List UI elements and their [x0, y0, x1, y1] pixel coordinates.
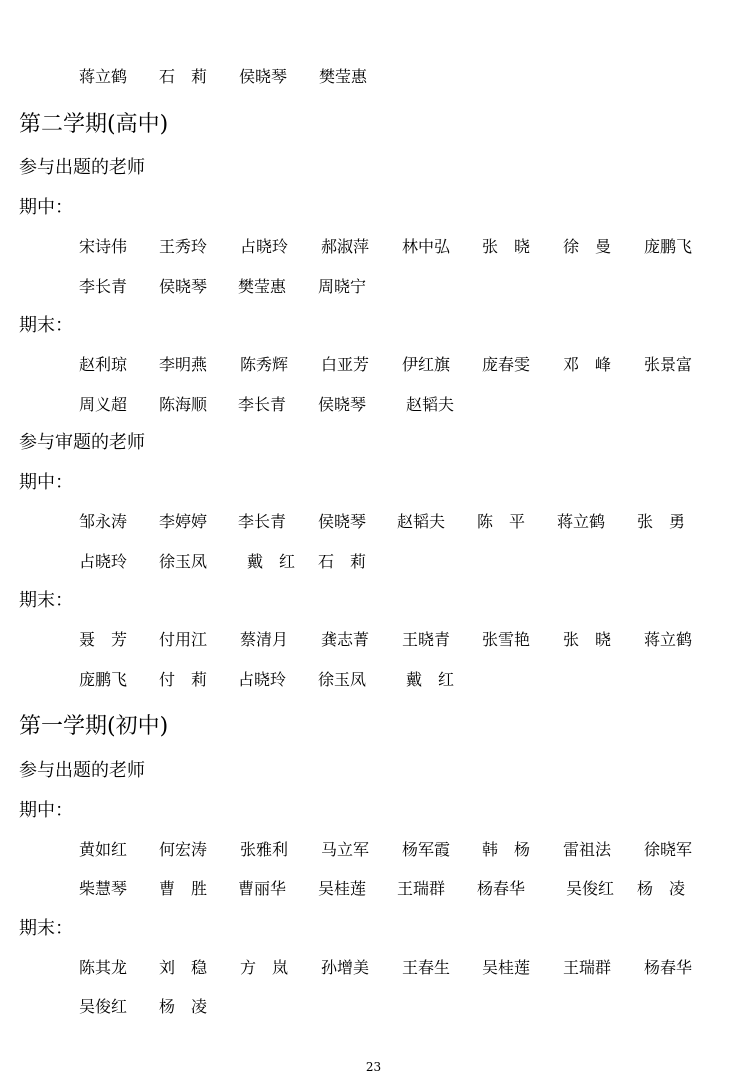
teacher-name: 付 莉 [159, 670, 208, 689]
teacher-name: 宋诗伟 [79, 237, 128, 256]
teacher-name: 张 晓 [482, 237, 531, 256]
teacher-name: 占晓玲 [238, 670, 287, 689]
teacher-name: 吴俊红 [79, 997, 128, 1016]
teacher-name: 赵韬夫 [406, 395, 455, 414]
teacher-name: 韩 杨 [482, 840, 531, 859]
teacher-name: 王春生 [402, 958, 451, 977]
name-row [0, 668, 747, 692]
teacher-name: 邹永涛 [79, 512, 128, 531]
teacher-name: 侯晓琴 [318, 395, 367, 414]
teacher-name: 曹丽华 [238, 879, 287, 898]
name-row [0, 393, 747, 417]
teacher-name: 蒋立鹤 [557, 512, 606, 531]
name-row [0, 65, 747, 89]
teacher-name: 林中弘 [402, 237, 451, 256]
period-label: 期末： [19, 918, 73, 939]
teacher-name: 张 晓 [563, 630, 612, 649]
teacher-name: 赵韬夫 [397, 512, 446, 531]
teacher-name: 柴慧琴 [79, 879, 128, 898]
teacher-name: 聂 芳 [79, 630, 128, 649]
teacher-name: 庞春雯 [482, 355, 531, 374]
teacher-name: 王晓青 [402, 630, 451, 649]
teacher-name: 吴俊红 [566, 879, 615, 898]
teacher-name: 陈海顺 [159, 395, 208, 414]
group-label: 参与出题的老师 [19, 157, 145, 178]
teacher-name: 李婷婷 [159, 512, 208, 531]
teacher-name: 方 岚 [240, 958, 289, 977]
teacher-name: 侯晓琴 [159, 277, 208, 296]
teacher-name: 蒋立鹤 [644, 630, 693, 649]
page-number: 23 [365, 1060, 382, 1074]
teacher-name: 侯晓琴 [239, 67, 288, 86]
teacher-name: 刘 稳 [159, 958, 208, 977]
teacher-name: 徐 曼 [563, 237, 612, 256]
teacher-name: 龚志菁 [321, 630, 370, 649]
teacher-name: 蒋立鹤 [79, 67, 128, 86]
teacher-name: 曹 胜 [159, 879, 208, 898]
name-row [0, 275, 747, 299]
name-row [0, 628, 747, 652]
name-row [0, 956, 747, 980]
period-label: 期末： [19, 315, 73, 336]
teacher-name: 陈其龙 [79, 958, 128, 977]
teacher-name: 郝淑萍 [321, 237, 370, 256]
teacher-name: 李长青 [238, 512, 287, 531]
teacher-name: 王瑞群 [397, 879, 446, 898]
teacher-name: 石 莉 [159, 67, 208, 86]
name-row [0, 510, 747, 534]
teacher-name: 黄如红 [79, 840, 128, 859]
teacher-name: 周义超 [79, 395, 128, 414]
teacher-name: 陈 平 [477, 512, 526, 531]
teacher-name: 戴 红 [247, 552, 296, 571]
teacher-name: 孙增美 [321, 958, 370, 977]
teacher-name: 付用江 [159, 630, 208, 649]
teacher-name: 张雪艳 [482, 630, 531, 649]
teacher-name: 占晓玲 [79, 552, 128, 571]
teacher-name: 徐晓军 [644, 840, 693, 859]
teacher-name: 赵利琼 [79, 355, 128, 374]
teacher-name: 樊莹惠 [319, 67, 368, 86]
teacher-name: 马立军 [321, 840, 370, 859]
name-row [0, 877, 747, 901]
teacher-name: 何宏涛 [159, 840, 208, 859]
teacher-name: 陈秀辉 [240, 355, 289, 374]
teacher-name: 蔡清月 [240, 630, 289, 649]
teacher-name: 吴桂莲 [482, 958, 531, 977]
name-row [0, 838, 747, 862]
teacher-name: 庞鹏飞 [79, 670, 128, 689]
teacher-name: 侯晓琴 [318, 512, 367, 531]
section-heading: 第一学期(初中) [19, 714, 169, 739]
teacher-name: 张 勇 [637, 512, 686, 531]
teacher-name: 李长青 [238, 395, 287, 414]
period-label: 期中： [19, 800, 73, 821]
period-label: 期中： [19, 197, 73, 218]
teacher-name: 邓 峰 [563, 355, 612, 374]
teacher-name: 王瑞群 [563, 958, 612, 977]
teacher-name: 徐玉凤 [159, 552, 208, 571]
period-label: 期末： [19, 590, 73, 611]
name-row [0, 995, 747, 1019]
teacher-name: 雷祖法 [563, 840, 612, 859]
teacher-name: 李长青 [79, 277, 128, 296]
teacher-name: 王秀玲 [159, 237, 208, 256]
teacher-name: 庞鹏飞 [644, 237, 693, 256]
teacher-name: 白亚芳 [321, 355, 370, 374]
teacher-name: 樊莹惠 [238, 277, 287, 296]
teacher-name: 徐玉凤 [318, 670, 367, 689]
name-row [0, 235, 747, 259]
name-row [0, 550, 747, 574]
teacher-name: 张雅利 [240, 840, 289, 859]
teacher-name: 石 莉 [318, 552, 367, 571]
teacher-name: 吴桂莲 [318, 879, 367, 898]
group-label: 参与出题的老师 [19, 760, 145, 781]
teacher-name: 杨 凌 [637, 879, 686, 898]
teacher-name: 占晓玲 [240, 237, 289, 256]
teacher-name: 李明燕 [159, 355, 208, 374]
teacher-name: 戴 红 [406, 670, 455, 689]
teacher-name: 张景富 [644, 355, 693, 374]
name-row [0, 353, 747, 377]
period-label: 期中： [19, 472, 73, 493]
teacher-name: 伊红旗 [402, 355, 451, 374]
teacher-name: 杨军霞 [402, 840, 451, 859]
section-heading: 第二学期(高中) [19, 112, 169, 137]
teacher-name: 周晓宁 [318, 277, 367, 296]
teacher-name: 杨春华 [477, 879, 526, 898]
group-label: 参与审题的老师 [19, 432, 145, 453]
teacher-name: 杨春华 [644, 958, 693, 977]
teacher-name: 杨 凌 [159, 997, 208, 1016]
